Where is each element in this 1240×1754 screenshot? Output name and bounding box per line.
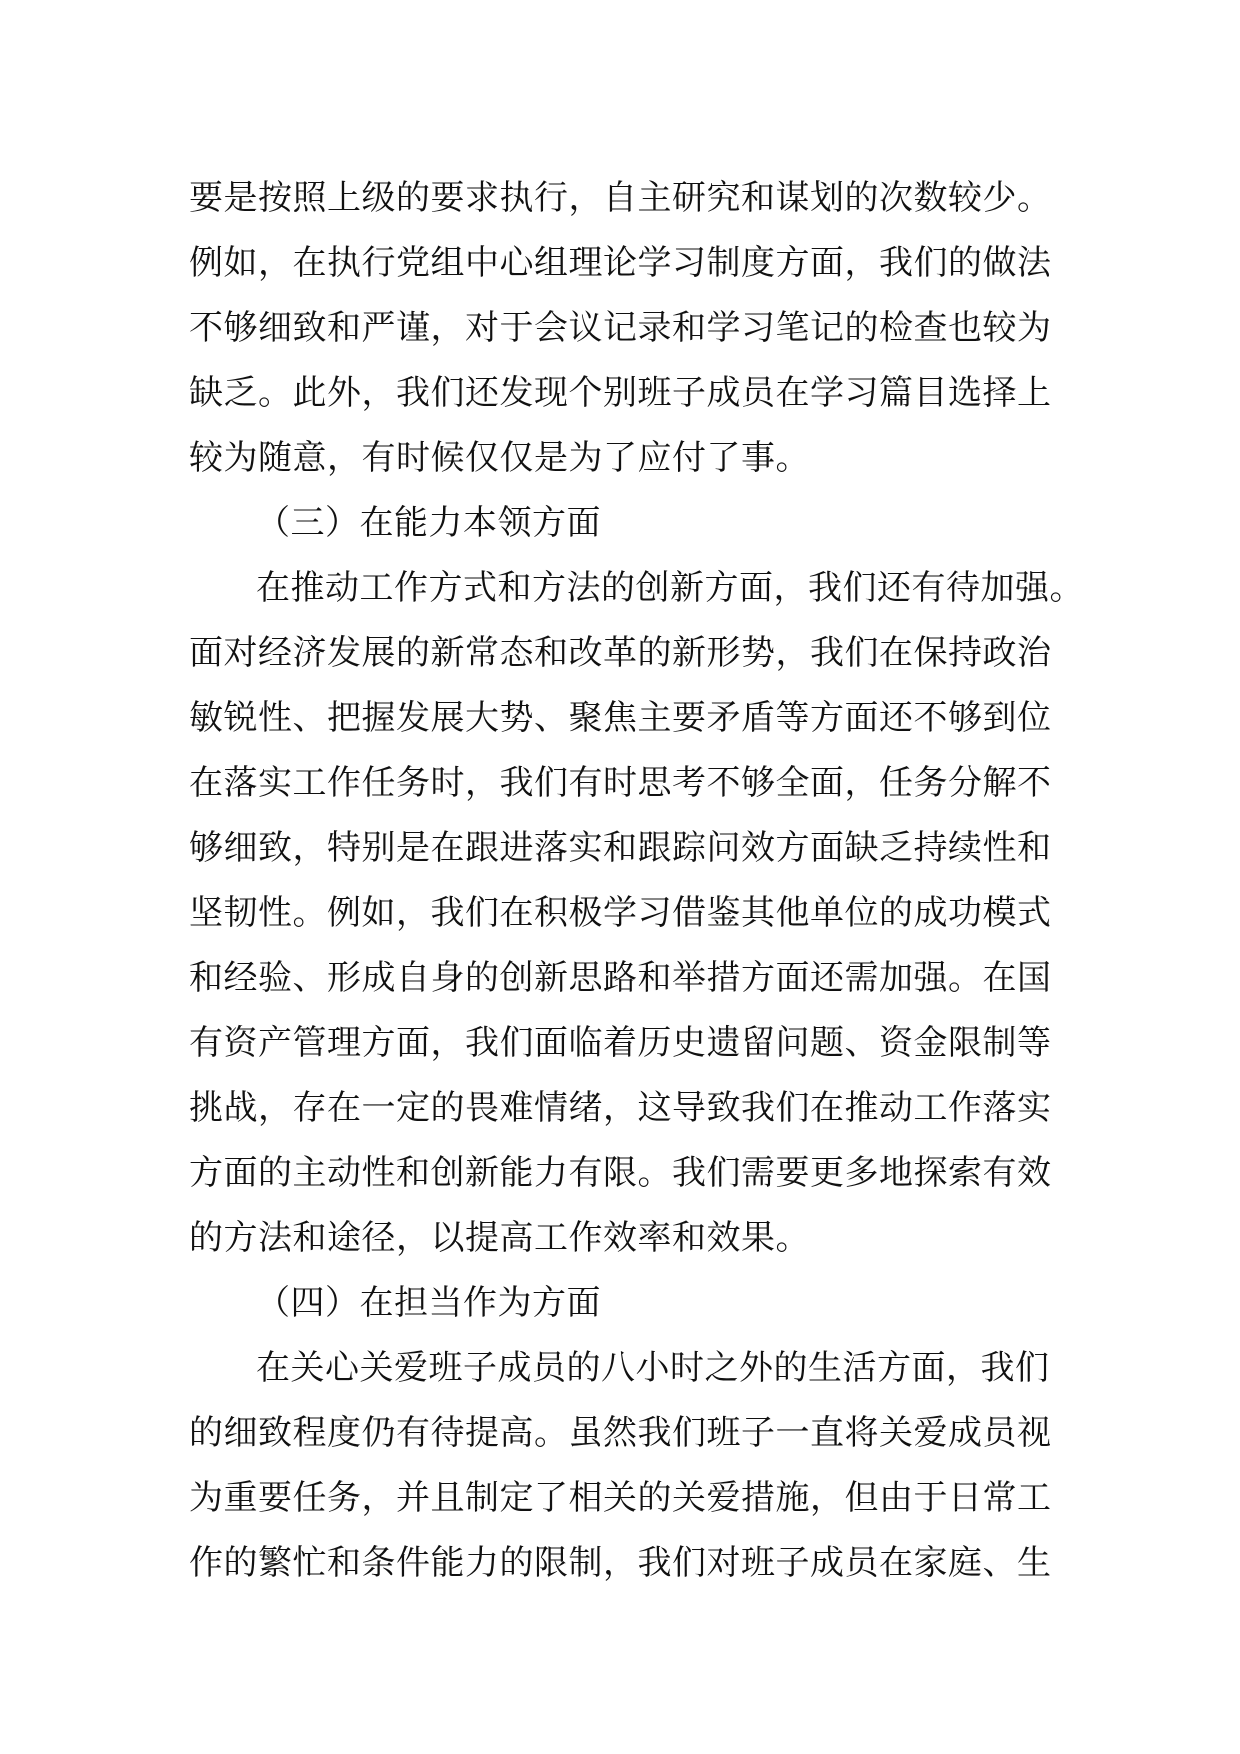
paragraph-first-line: 在关心关爱班子成员的八小时之外的生活方面，我们 (256, 1348, 1050, 1388)
text-line: 在落实工作任务时，我们有时思考不够全面，任务分解不 (189, 763, 1052, 803)
text-line: 不够细致和严谨，对于会议记录和学习笔记的检查也较为 (189, 308, 1052, 348)
text-line: 缺乏。此外，我们还发现个别班子成员在学习篇目选择上 (189, 373, 1052, 413)
text-line: 面对经济发展的新常态和改革的新形势，我们在保持政治 (189, 633, 1052, 673)
section-heading: （四）在担当作为方面 (256, 1283, 601, 1323)
text-line: 够细致，特别是在跟进落实和跟踪问效方面缺乏持续性和 (189, 828, 1052, 868)
text-line: 较为随意，有时候仅仅是为了应付了事。 (189, 438, 810, 478)
text-line: 有资产管理方面，我们面临着历史遗留问题、资金限制等 (189, 1023, 1052, 1063)
text-line: 挑战，存在一定的畏难情绪，这导致我们在推动工作落实 (189, 1088, 1052, 1128)
text-line: 为重要任务，并且制定了相关的关爱措施，但由于日常工 (189, 1478, 1052, 1518)
section-heading: （三）在能力本领方面 (256, 503, 601, 543)
text-line: 的方法和途径，以提高工作效率和效果。 (189, 1218, 810, 1258)
text-line: 要是按照上级的要求执行，自主研究和谋划的次数较少。 (189, 178, 1052, 218)
paragraph-first-line: 在推动工作方式和方法的创新方面，我们还有待加强。 (256, 568, 1084, 608)
text-line: 和经验、形成自身的创新思路和举措方面还需加强。在国 (189, 958, 1052, 998)
text-line: 例如，在执行党组中心组理论学习制度方面，我们的做法 (189, 243, 1052, 283)
text-line: 方面的主动性和创新能力有限。我们需要更多地探索有效 (189, 1153, 1052, 1193)
text-line: 的细致程度仍有待提高。虽然我们班子一直将关爱成员视 (189, 1413, 1052, 1453)
text-line: 作的繁忙和条件能力的限制，我们对班子成员在家庭、生 (189, 1543, 1052, 1583)
text-line: 敏锐性、把握发展大势、聚焦主要矛盾等方面还不够到位 (189, 698, 1052, 738)
text-line: 坚韧性。例如，我们在积极学习借鉴其他单位的成功模式 (189, 893, 1052, 933)
